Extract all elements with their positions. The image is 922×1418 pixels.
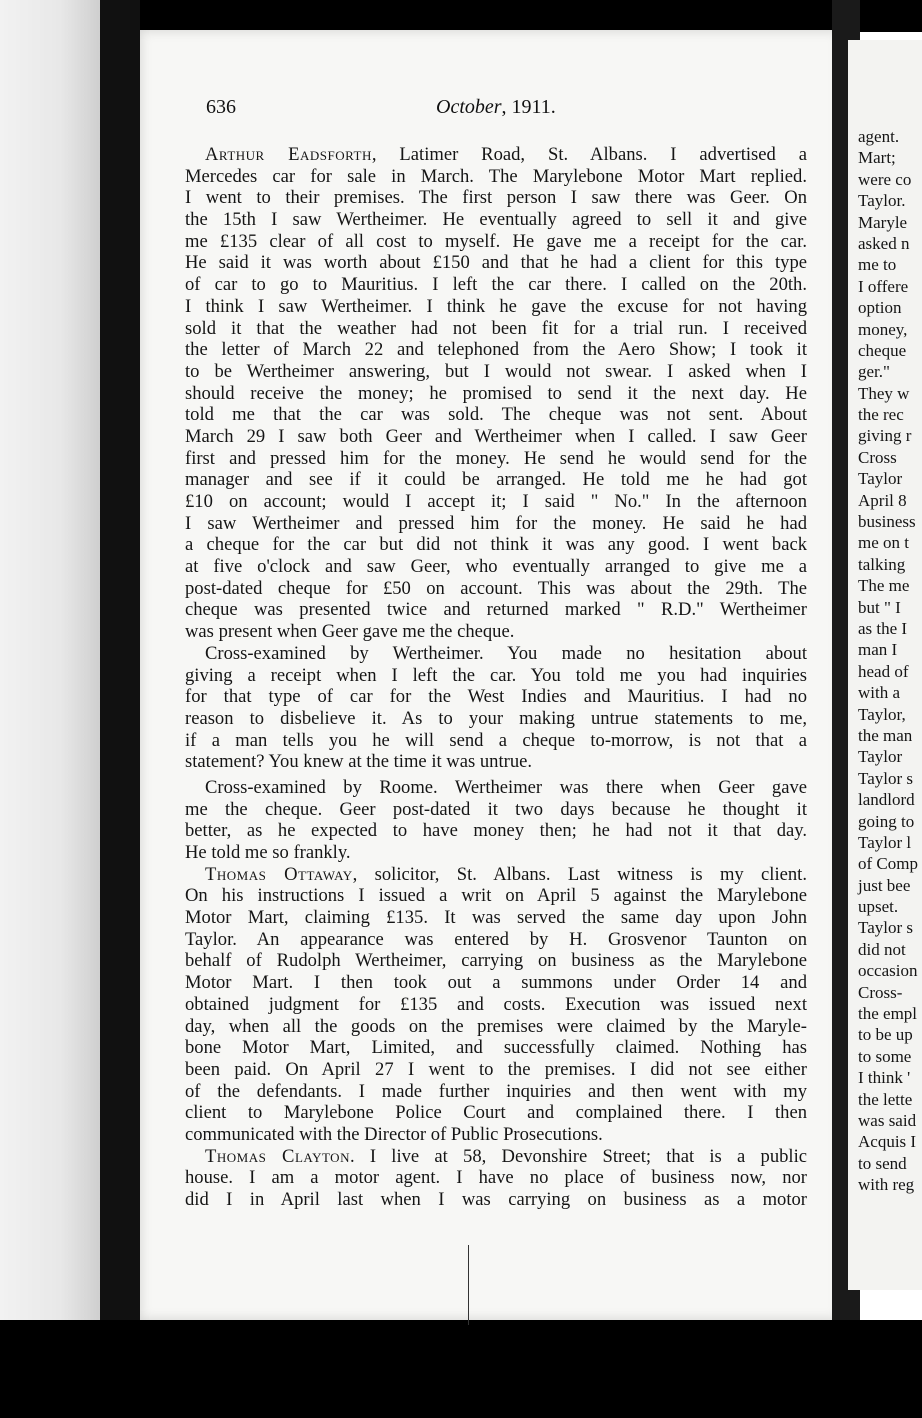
- right-page-line: the lette: [858, 1089, 913, 1109]
- witness-name: Thomas Ottaway: [205, 863, 353, 885]
- right-page-line: Taylor s: [858, 768, 913, 788]
- right-page-line: to send: [858, 1153, 907, 1173]
- right-page-line: the empl: [858, 1004, 918, 1024]
- right-page-line: Taylor: [858, 747, 903, 767]
- text-line: the 15th I saw Wertheimer. He eventually agreed to sell it and give: [185, 209, 807, 231]
- text-line: On his instructions I issued a writ on April 5 against the Marylebone: [185, 885, 807, 907]
- right-page-line: as the I: [858, 618, 908, 638]
- right-page-line: to some: [858, 1046, 912, 1066]
- text-line: March 29 I saw both Geer and Wertheimer when I called. I saw Geer: [185, 425, 807, 447]
- text-line: communicated with the Director of Public Prosecutions.: [185, 1123, 603, 1145]
- text-line: of car to go to Mauritius. I left the car there. I called on the 20th.: [185, 274, 807, 296]
- page-date: [436, 96, 556, 119]
- text-line: £10 on account; would I accept it; I said " No." In the afternoon: [185, 491, 807, 512]
- text-line: me the cheque. Geer post-dated it two days because he thought it: [185, 798, 807, 820]
- text-line: sold it that the weather had not been fit for a trial run. I received: [185, 317, 807, 339]
- text-line: day, when all the goods on the premises were claimed by the Maryle-: [185, 1015, 807, 1037]
- text-line: told me that the car was sold. The cheque was not sent. About: [185, 404, 807, 426]
- right-page-line: business: [858, 512, 916, 532]
- date-month: October: [436, 96, 502, 118]
- right-page-line: cheque: [858, 340, 907, 360]
- right-page-line: Taylor s: [858, 918, 913, 938]
- right-page-line: The me: [858, 576, 910, 596]
- text-line: better, as he expected to have money then; he had not it that day.: [185, 820, 807, 842]
- right-page-line: with reg: [858, 1175, 915, 1195]
- text-line: was present when Geer gave me the cheque.: [185, 621, 515, 643]
- text-line: post-dated cheque for £50 on account. This was about the 29th. The: [185, 577, 807, 599]
- right-page-line: man I: [858, 640, 898, 660]
- right-page-line: to be up: [858, 1025, 913, 1045]
- text-line: Motor Mart, claiming £135. It was served the same day upon John: [185, 907, 807, 929]
- text-line: cheque was presented twice and returned marked " R.D." Wertheimer: [185, 599, 807, 621]
- right-page-line: Taylor.: [858, 191, 906, 211]
- right-page-line: going to: [858, 811, 915, 831]
- right-page-line: me on t: [858, 533, 909, 553]
- right-page-line: landlord: [858, 790, 915, 810]
- page-number: 636: [206, 96, 236, 118]
- text-line: reason to disbelieve it. As to your making untrue statements to me,: [185, 707, 807, 729]
- right-page-line: the rec: [858, 405, 904, 425]
- text-line: at five o'clock and saw Geer, who eventually arranged to give me a: [185, 556, 807, 578]
- text-line: Motor Mart. I then took out a summons under Order 14 and: [185, 972, 807, 994]
- text-line: bone Motor Mart, Limited, and successfully claimed. Nothing has: [185, 1037, 807, 1059]
- text-line: the letter of March 22 and telephoned from the Aero Show; I took it: [185, 339, 807, 361]
- scan-bottom-edge: [0, 1320, 922, 1418]
- text-line: did I in April last when I was carrying on business as a motor: [185, 1189, 807, 1210]
- text-line: manager and see if it could be arranged. He told me he had got: [185, 469, 807, 491]
- text-line: first and pressed him for the money. He send he would send for the: [185, 447, 807, 469]
- text-line: a cheque for the car but did not think it was any good. I went back: [185, 534, 807, 556]
- right-page-line: I think ': [858, 1068, 911, 1088]
- page-crease: [468, 1245, 469, 1325]
- right-page-line: Taylor: [858, 469, 903, 489]
- running-head: [206, 96, 806, 126]
- text-line: [185, 144, 807, 166]
- right-page-line: upset.: [858, 897, 899, 917]
- right-page-text-fragment: [858, 126, 922, 1196]
- right-page-line: did not: [858, 939, 906, 959]
- right-page-line: ger.": [858, 362, 890, 382]
- text-line: Taylor. An appearance was entered by H. Grosvenor Taunton on: [185, 928, 807, 950]
- text-line: I went to their premises. The first person I saw there was Geer. On: [185, 187, 807, 209]
- text-line: [185, 1146, 807, 1168]
- right-page-line: occasion: [858, 961, 918, 981]
- text-line: me £135 clear of all cost to myself. He gave me a receipt for the car.: [185, 230, 807, 252]
- right-page-line: asked n: [858, 233, 910, 253]
- right-page-line: was said: [858, 1110, 917, 1130]
- text-line: He told me so frankly.: [185, 842, 351, 863]
- right-page-line: I offere: [858, 276, 909, 296]
- right-page-line: were co: [858, 169, 912, 189]
- witness-name: Arthur Eadsforth: [205, 144, 372, 165]
- right-page-line: just bee: [858, 875, 911, 895]
- right-page-line: money,: [858, 319, 908, 339]
- scan-background: [0, 0, 100, 1418]
- right-page-line: April 8: [858, 490, 907, 510]
- right-page-line: with a: [858, 683, 901, 703]
- text-line: obtained judgment for £135 and costs. Execution was issued next: [185, 993, 807, 1015]
- right-page-line: option: [858, 298, 902, 318]
- right-page-line: Cross-: [858, 982, 903, 1002]
- text-line: I saw Wertheimer and pressed him for the money. He said he had: [185, 512, 807, 534]
- text-line: of the defendants. I made further inquiries and then went with my: [185, 1080, 807, 1102]
- right-page-line: giving r: [858, 426, 912, 446]
- right-page-line: of Comp: [858, 854, 918, 874]
- scan-top-edge: [100, 0, 922, 32]
- text-line: Cross-examined by Wertheimer. You made no hesitation about: [205, 642, 807, 664]
- body-text: [185, 144, 807, 1211]
- text-line: Cross-examined by Roome. Wertheimer was there when Geer gave: [205, 776, 807, 798]
- right-page-line: agent.: [858, 127, 900, 146]
- text-line: for that type of car for the West Indies and Mauritius. I had no: [185, 686, 807, 708]
- text-segment: . I live at 58, Devonshire Street; that is a public: [349, 1145, 807, 1167]
- text-line: Mercedes car for sale in March. The Marylebone Motor Mart replied.: [185, 165, 807, 187]
- text-line: statement? You knew at the time it was untrue.: [185, 751, 533, 773]
- right-page-line: head of: [858, 661, 909, 681]
- right-page-line: but " I: [858, 597, 901, 617]
- witness-name: Thomas Clayton: [205, 1145, 350, 1167]
- right-page-line: Taylor l: [858, 832, 912, 852]
- text-line: giving a receipt when I left the car. You told me you had inquiries: [185, 664, 807, 686]
- right-page-line: Cross: [858, 447, 897, 467]
- text-segment: , solicitor, St. Albans. Last witness is my client.: [352, 863, 807, 885]
- right-page-line: me to: [858, 255, 897, 275]
- book-spine-shadow: [100, 0, 140, 1418]
- text-line: should receive the money; he promised to send it the next day. He: [185, 382, 807, 404]
- text-line: if a man tells you he will send a cheque to-morrow, is not that a: [185, 729, 807, 751]
- right-page-line: Taylor,: [858, 704, 906, 724]
- right-page-line: Acquis I: [858, 1132, 917, 1152]
- text-line: behalf of Rudolph Wertheimer, carrying on business as the Marylebone: [185, 950, 807, 972]
- text-line: I think I saw Wertheimer. I think he gave the excuse for not having: [185, 295, 807, 317]
- text-line: house. I am a motor agent. I have no place of business now, nor: [185, 1167, 807, 1189]
- right-page-line: They w: [858, 383, 910, 403]
- text-line: [185, 864, 807, 886]
- text-line: client to Marylebone Police Court and complained there. I then: [185, 1102, 807, 1124]
- date-year: , 1911.: [501, 96, 556, 118]
- text-segment: , Latimer Road, St. Albans. I advertised a: [371, 144, 807, 165]
- text-line: He said it was worth about £150 and that he had a client for this type: [185, 252, 807, 274]
- text-line: to be Wertheimer answering, but I would not swear. I asked when I: [185, 360, 807, 382]
- right-page-line: the man: [858, 725, 913, 745]
- right-page-line: talking: [858, 554, 906, 574]
- right-page-line: Mart;: [858, 148, 896, 168]
- text-line: been paid. On April 27 I went to the premises. I did not see either: [185, 1058, 807, 1080]
- right-page-line: Maryle: [858, 212, 908, 232]
